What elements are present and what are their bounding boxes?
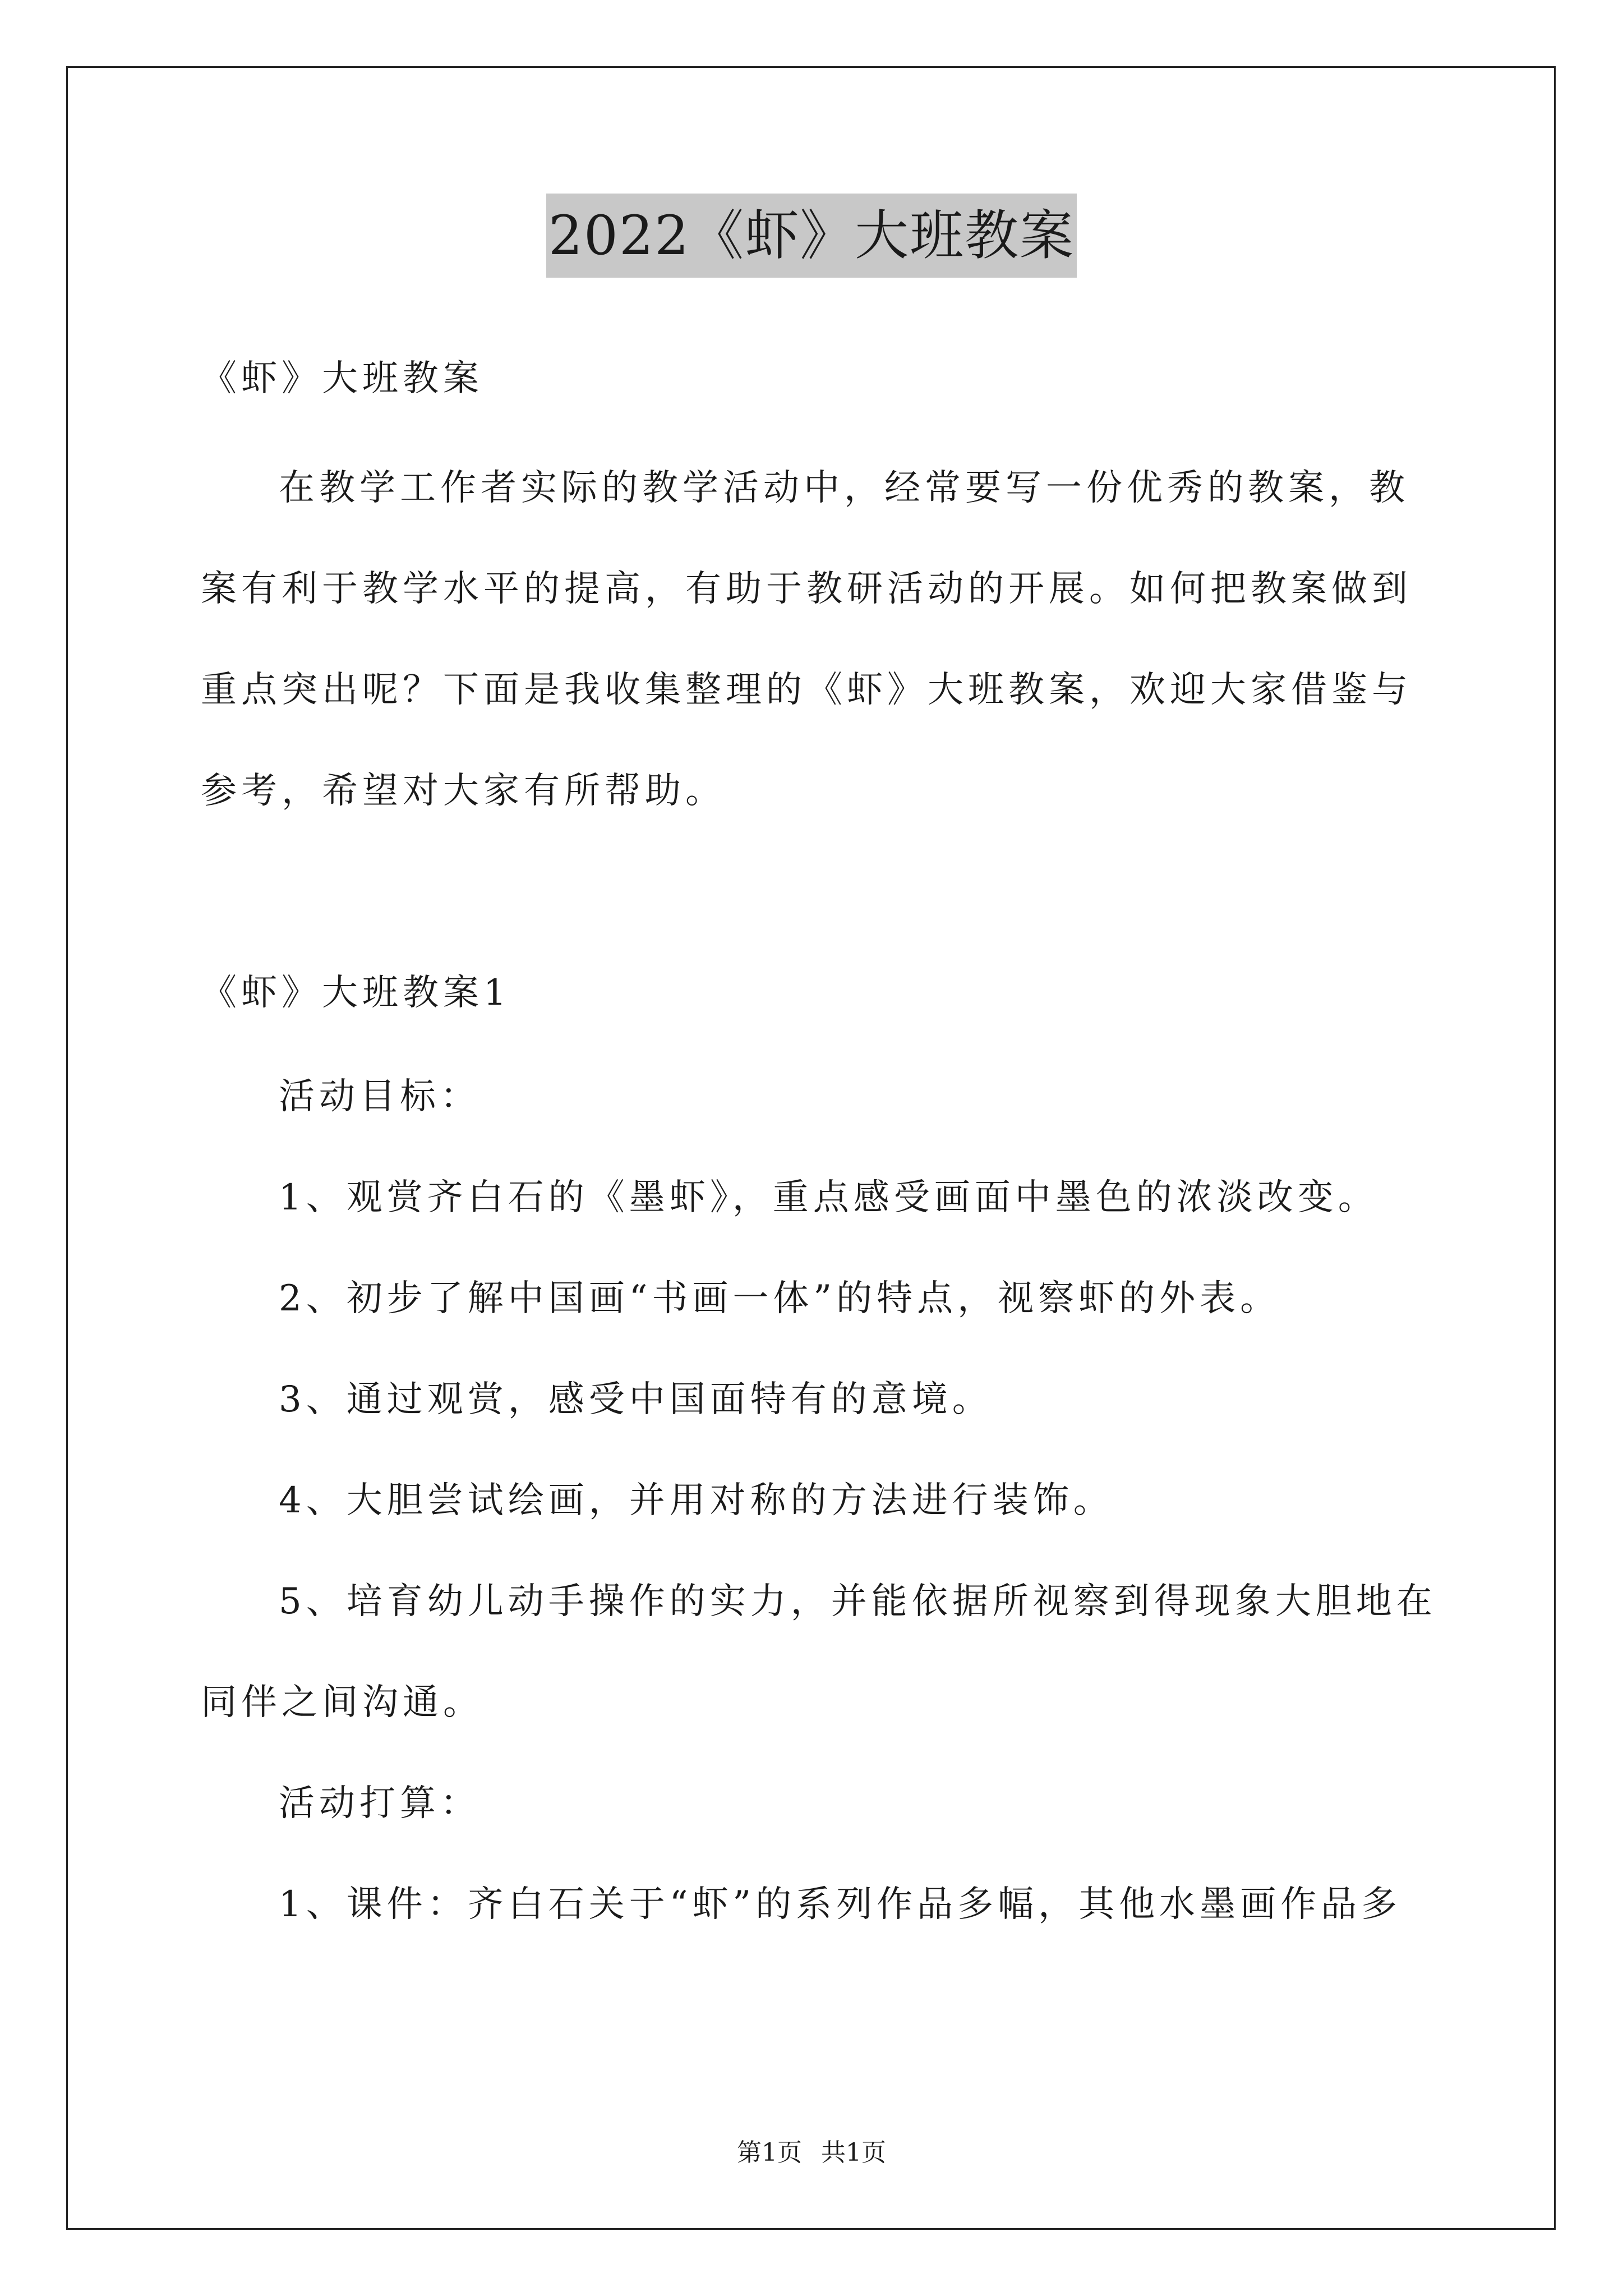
- paragraph-line: 在教学工作者实际的教学活动中，经常要写一份优秀的教案，教: [279, 467, 1409, 509]
- list-item: 3、通过观赏，感受中国面特有的意境。: [279, 1379, 993, 1420]
- paragraph-line: 重点突出呢？下面是我收集整理的《虾》大班教案，欢迎大家借鉴与: [201, 669, 1412, 711]
- title-container: [0, 194, 1623, 278]
- subtitle: 《虾》大班教案: [201, 358, 483, 399]
- paragraph-line: 案有利于教学水平的提高，有助于教研活动的开展。如何把教案做到: [201, 568, 1412, 610]
- page-total: 共1页: [821, 2138, 886, 2167]
- page-footer: [0, 2136, 1623, 2170]
- section-label: 活动打算：: [279, 1783, 481, 1824]
- page-number: 第1页: [737, 2138, 802, 2167]
- section-heading: 《虾》大班教案1: [201, 972, 511, 1014]
- list-item: 1、观赏齐白石的《墨虾》，重点感受画面中墨色的浓淡改变。: [279, 1177, 1378, 1218]
- list-item-continuation: 同伴之间沟通。: [201, 1682, 483, 1723]
- list-item: 1、课件：齐白石关于“虾”的系列作品多幅，其他水墨画作品多: [279, 1884, 1402, 1925]
- list-item: 5、培育幼儿动手操作的实力，并能依据所视察到得现象大胆地在: [279, 1581, 1437, 1622]
- document-title: 2022《虾》大班教案: [546, 194, 1077, 278]
- list-item: 2、初步了解中国画“书画一体”的特点，视察虾的外表。: [279, 1278, 1281, 1319]
- section-label: 活动目标：: [279, 1076, 481, 1117]
- list-item: 4、大胆尝试绘画，并用对称的方法进行装饰。: [279, 1480, 1114, 1521]
- paragraph-line: 参考，希望对大家有所帮助。: [201, 770, 726, 812]
